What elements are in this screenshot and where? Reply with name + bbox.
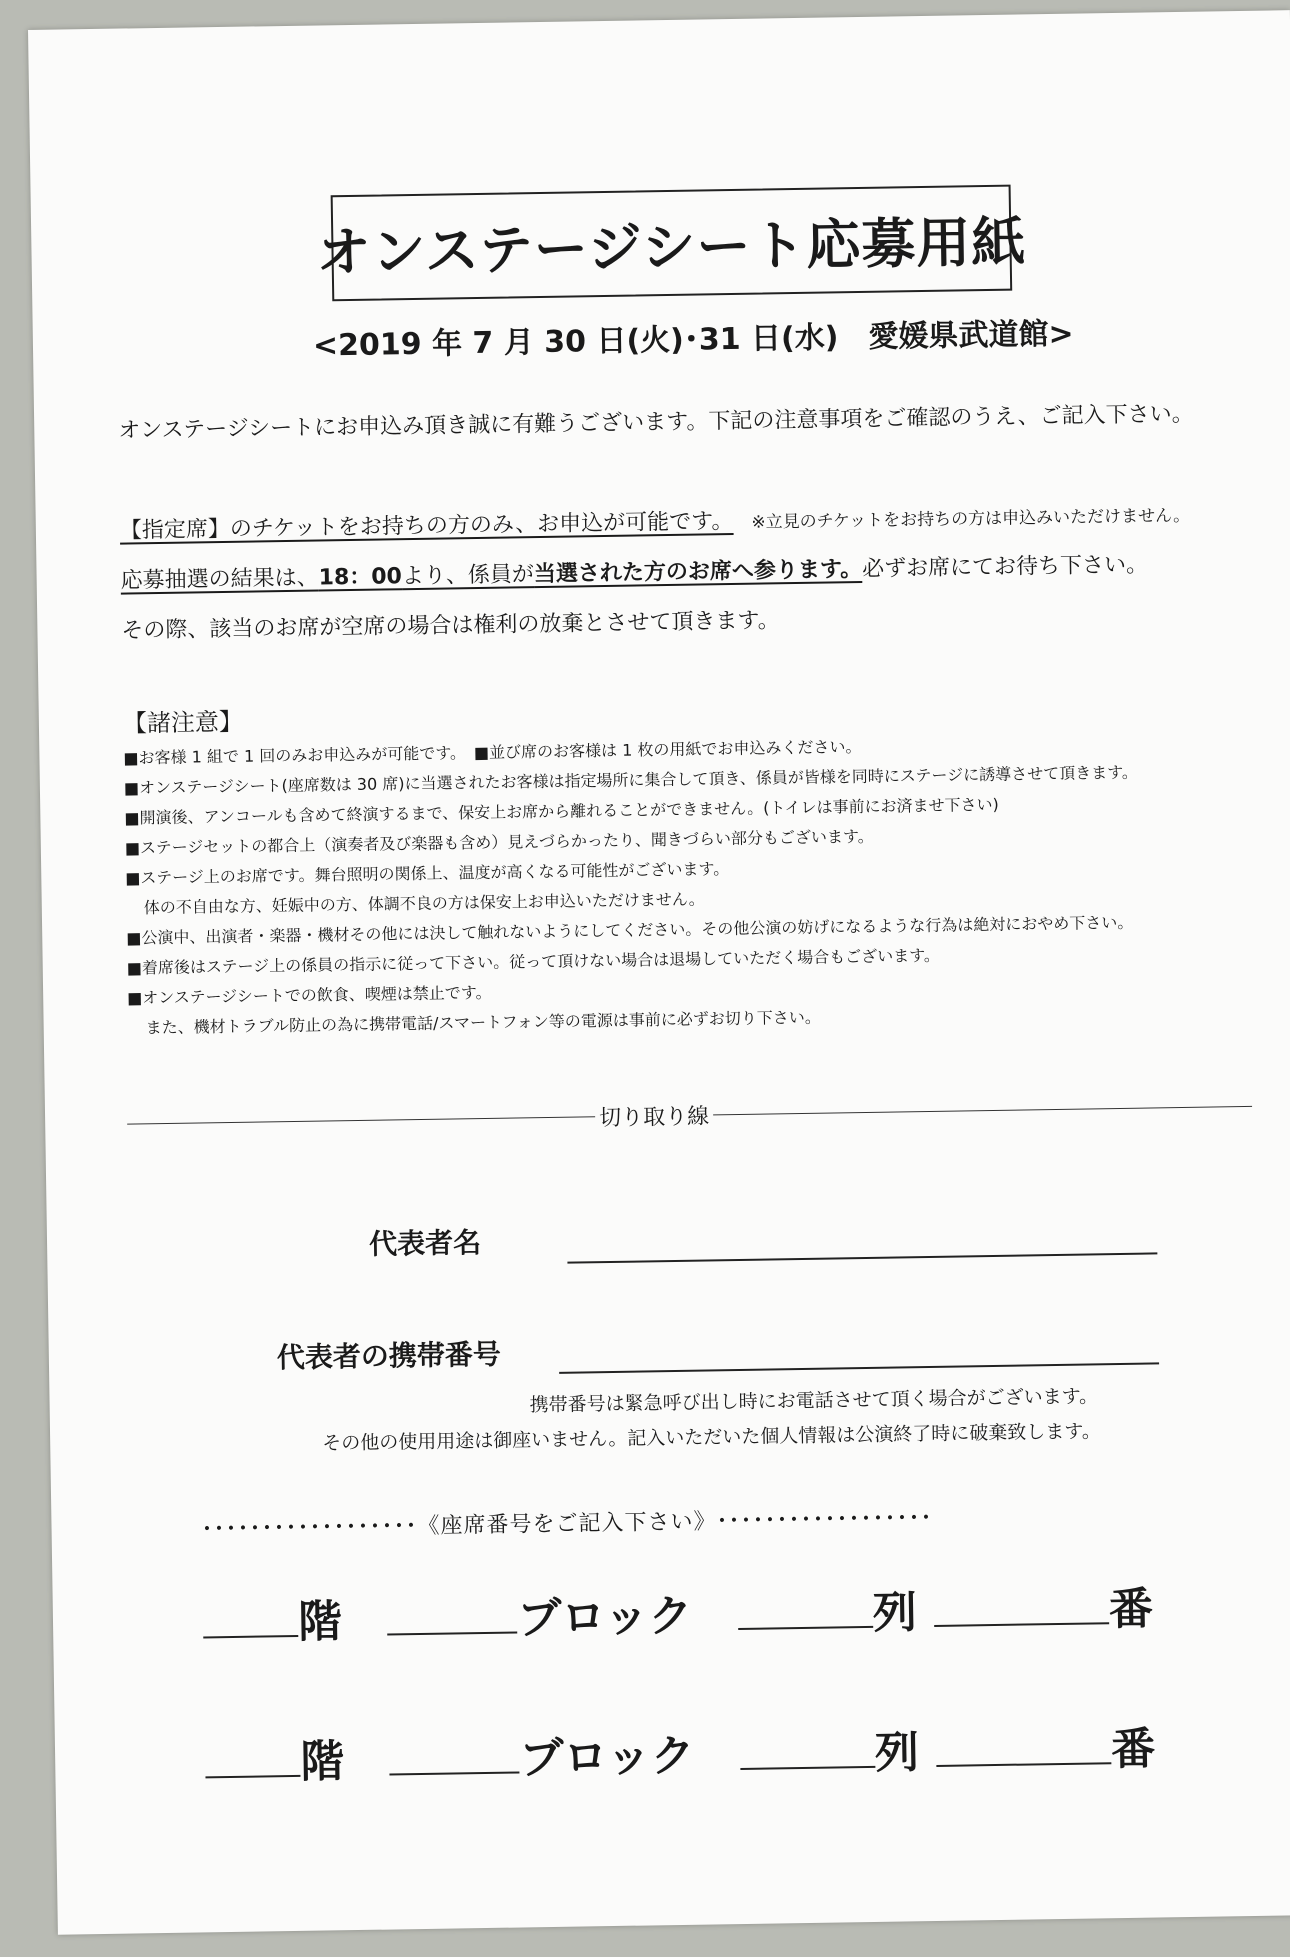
notes-list xyxy=(123,728,1142,1044)
lottery-time: 18：00 xyxy=(318,564,403,591)
row-unit: 列 xyxy=(872,1587,918,1639)
seat-row-1 xyxy=(202,1573,1153,1652)
forfeit-text: その際、該当のお席が空席の場合は権利の放棄とさせて頂きます。 xyxy=(121,608,780,644)
lottery-text-a: 応募抽選の結果は、 xyxy=(120,565,319,594)
seat-row-2 xyxy=(205,1713,1156,1792)
rep-phone-label: 代表者の携帯番号 xyxy=(276,1337,502,1375)
block-unit: ブロック xyxy=(516,1590,693,1645)
number-blank[interactable] xyxy=(936,1724,1112,1767)
rep-phone-input-line[interactable] xyxy=(559,1362,1159,1373)
note-item: 体の不自由な方、妊娠中の方、体調不良の方は保安上お申込いただけません。 xyxy=(143,889,705,918)
lottery-result-text xyxy=(120,547,1148,594)
floor-blank[interactable] xyxy=(203,1597,299,1638)
rep-name-input-line[interactable] xyxy=(567,1252,1157,1263)
floor-unit: 階 xyxy=(299,1736,345,1788)
floor-blank[interactable] xyxy=(205,1737,301,1778)
event-date-venue: <2019 年 7 月 30 日(火)･31 日(水) 愛媛県武道館> xyxy=(312,316,1074,364)
seat-number-prompt: ･･････････････････《座席番号をご記入下さい》･･････････････････ xyxy=(201,1505,933,1543)
block-blank[interactable] xyxy=(389,1733,520,1775)
note-item: また、機材トラブル防止の為に携帯電話/スマートフォン等の電源は事前に必ずお切り下さい。 xyxy=(145,1007,821,1038)
note-item: ■公演中、出演者・楽器・機材その他には決して触れないようにしてください。その他公演の妨げになるような行為は絶対におやめ下さい。 xyxy=(126,912,1134,948)
note-item: ■ステージセットの都合上（演奏者及び楽器も含め）見えづらかったり、聞きづらい部分もございます。 xyxy=(124,826,874,858)
row-blank[interactable] xyxy=(740,1728,876,1770)
note-item: ■オンステージシート(座席数は 30 席)に当選されたお客様は指定場所に集合して頂き、係員が皆様を同時にステージに誘導させて頂きます。 xyxy=(123,762,1139,798)
note-item: ■開演後、アンコールも含めて終演するまで、保安上お席から離れることができません。(トイレは事前にお済ませ下さい) xyxy=(124,794,999,828)
number-unit: 番 xyxy=(1108,1583,1154,1636)
notes-heading: 【諸注意】 xyxy=(122,707,244,738)
cut-line xyxy=(127,1091,1252,1139)
floor-unit: 階 xyxy=(297,1596,343,1648)
row-unit: 列 xyxy=(874,1727,920,1779)
eligibility-text xyxy=(120,497,1191,545)
form-title: オンステージシート応募用紙 xyxy=(331,185,1013,302)
rep-name-label: 代表者名 xyxy=(368,1226,482,1261)
block-unit: ブロック xyxy=(519,1730,696,1785)
block-blank[interactable] xyxy=(387,1594,518,1636)
number-unit: 番 xyxy=(1110,1723,1156,1776)
lottery-text-b: より、係員が xyxy=(401,562,535,590)
lottery-text-d: 必ずお席にてお待ち下さい。 xyxy=(861,552,1149,582)
note-item: ■着席後はステージ上の係員の指示に従って下さい。従って頂けない場合は退場していただく場合もございます。 xyxy=(126,945,940,978)
cut-line-label: 切り取り線 xyxy=(595,1099,713,1132)
row-blank[interactable] xyxy=(737,1588,873,1630)
note-item: ■オンステージシートでの飲食、喫煙は禁止です。 xyxy=(127,982,492,1008)
standing-note: ※立見のチケットをお持ちの方は申込みいただけません。 xyxy=(751,505,1191,533)
note-item: ■お客様 1 組で 1 回のみお申込みが可能です。 ■並び席のお客様は 1 枚の用紙でお申込みください。 xyxy=(123,736,862,768)
eligibility-underlined: 【指定席】のチケットをお持ちの方のみ、お申込が可能です。 xyxy=(119,508,734,544)
phone-info-2: その他の使用用途は御座いません。記入いただいた個人情報は公演終了時に破棄致します。 xyxy=(322,1420,1101,1455)
lottery-text-c: 当選された方のお席へ参ります。 xyxy=(533,556,863,588)
application-form-paper xyxy=(28,10,1290,1935)
phone-info-1: 携帯番号は緊急呼び出し時にお電話させて頂く場合がございます。 xyxy=(529,1385,1099,1417)
number-blank[interactable] xyxy=(934,1584,1110,1627)
note-item: ■ステージ上のお席です。舞台照明の関係上、温度が高くなる可能性がございます。 xyxy=(125,859,730,888)
intro-text: オンステージシートにお申込み頂き誠に有難うございます。下記の注意事項をご確認のうえ、ご記入下さい。 xyxy=(118,401,1194,444)
